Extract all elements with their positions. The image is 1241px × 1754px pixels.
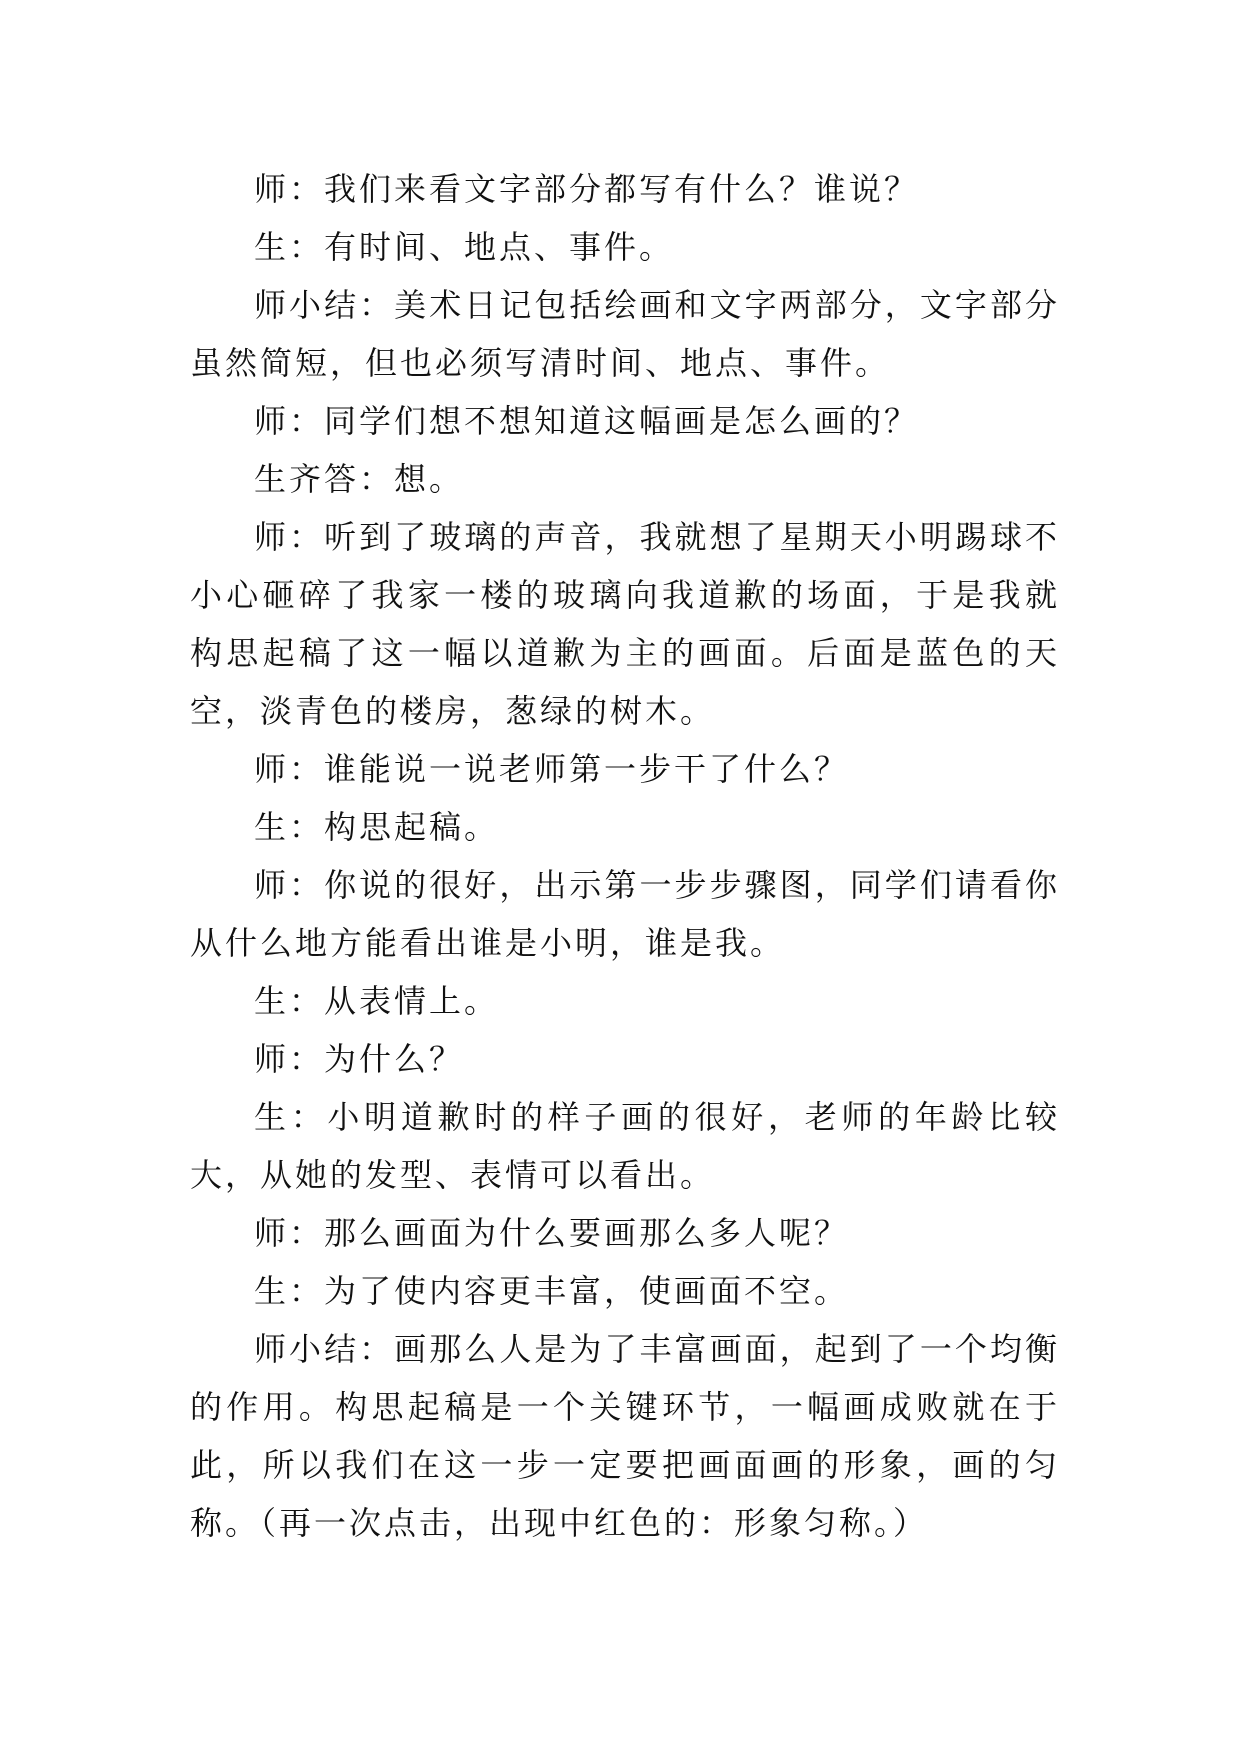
paragraph-7: 师：谁能说一说老师第一步干了什么？ [254,750,850,788]
paragraph-4: 师：同学们想不想知道这幅画是怎么画的？ [254,402,920,440]
paragraph-5: 生齐答：想。 [254,460,465,498]
paragraph-11: 师：为什么？ [254,1040,465,1078]
paragraph-13: 师：那么画面为什么要画那么多人呢？ [254,1214,850,1252]
paragraph-2: 生：有时间、地点、事件。 [254,228,675,266]
paragraph-1: 师：我们来看文字部分都写有什么？谁说？ [254,170,920,208]
paragraph-12: 生：小明道歉时的样子画的很好，老师的年龄比较大，从她的发型、表情可以看出。 [190,1098,1060,1194]
paragraph-8: 生：构思起稿。 [254,808,500,846]
paragraph-6: 师：听到了玻璃的声音，我就想了星期天小明踢球不小心砸碎了我家一楼的玻璃向我道歉的场面，于是我就构思起稿了这一幅以道歉为主的画面。后面是蓝色的天空，淡青色的楼房，葱绿的树木。 [190,518,1060,730]
paragraph-10: 生：从表情上。 [254,982,500,1020]
paragraph-14: 生：为了使内容更丰富，使画面不空。 [254,1272,850,1310]
paragraph-9: 师：你说的很好，出示第一步步骤图，同学们请看你从什么地方能看出谁是小明，谁是我。 [190,866,1060,962]
document-body [190,160,1060,1552]
paragraph-15: 师小结：画那么人是为了丰富画面，起到了一个均衡的作用。构思起稿是一个关键环节，一幅画成败就在于此，所以我们在这一步一定要把画面画的形象，画的匀称。（再一次点击，出现中红色的：形象匀称。） [190,1330,1060,1542]
paragraph-3: 师小结：美术日记包括绘画和文字两部分，文字部分虽然简短，但也必须写清时间、地点、事件。 [190,286,1060,382]
